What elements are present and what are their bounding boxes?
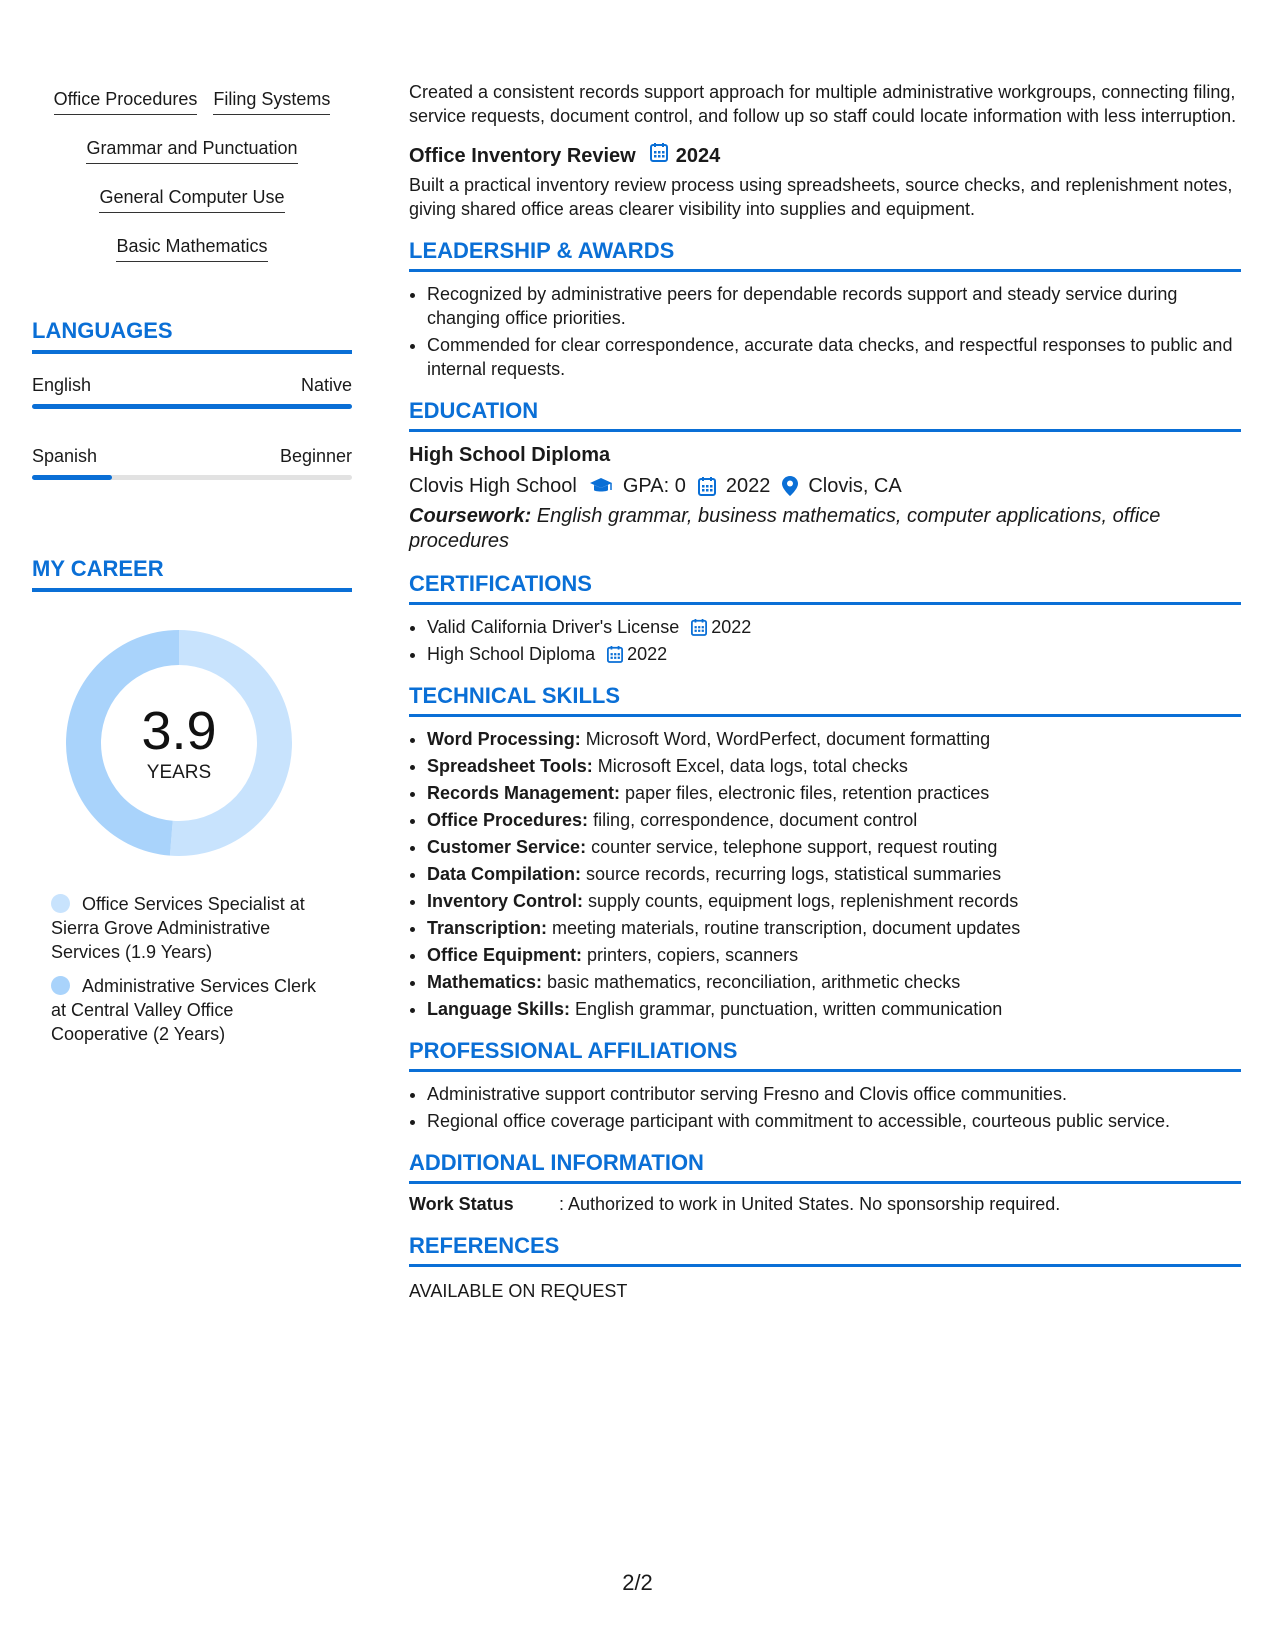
technical-skills-title: TECHNICAL SKILLS <box>409 682 1241 717</box>
affiliations-title: PROFESSIONAL AFFILIATIONS <box>409 1037 1241 1072</box>
list-item <box>427 835 1241 859</box>
info-value: : Authorized to work in United States. No sponsorship required. <box>559 1194 1061 1214</box>
list-item <box>427 916 1241 940</box>
career-unit: YEARS <box>146 762 212 783</box>
legend-dot <box>51 894 70 913</box>
coursework-text: English grammar, business mathematics, computer applications, office procedures <box>409 505 1161 552</box>
certification-year: 2022 <box>711 617 752 637</box>
references-text: AVAILABLE ON REQUEST <box>409 1281 628 1301</box>
list-item: • Regional office coverage participant with commitment to accessible, courteous public service. <box>427 1109 1241 1133</box>
skill-value: counter service, telephone support, request routing <box>586 837 998 857</box>
career-donut <box>66 630 292 856</box>
legend-label: Office Services Specialist at Sierra Grove Administrative Services (1.9 Years) <box>51 894 305 962</box>
skill-value: source records, recurring logs, statistical summaries <box>581 864 1002 884</box>
project-title: Office Inventory Review <box>409 144 636 167</box>
skill-label: Data Compilation: <box>427 864 582 884</box>
certifications-section <box>409 570 1241 666</box>
legend-label: Administrative Services Clerk at Central Valley Office Cooperative (2 Years) <box>51 976 317 1044</box>
additional-info-title: ADDITIONAL INFORMATION <box>409 1149 1241 1184</box>
skill-label: Office Equipment: <box>427 945 583 965</box>
skill-value: supply counts, equipment logs, replenishment records <box>583 891 1019 911</box>
skill-value: paper files, electronic files, retention practices <box>620 783 990 803</box>
skill-value: Microsoft Word, WordPerfect, document formatting <box>580 729 991 749</box>
skill-label: Office Procedures: <box>427 810 589 830</box>
language-row <box>32 374 352 409</box>
skill-tag: Filing Systems <box>213 88 330 115</box>
language-level: Native <box>300 375 352 395</box>
list-item <box>427 754 1241 778</box>
list-item <box>427 727 1241 751</box>
list-item <box>427 781 1241 805</box>
skill-label: Word Processing: <box>427 729 581 749</box>
skill-label: Language Skills: <box>427 999 571 1019</box>
additional-info-section <box>409 1149 1241 1216</box>
education-section <box>409 397 1241 554</box>
skill-tags <box>32 80 352 276</box>
skill-value: Microsoft Excel, data logs, total checks <box>592 756 908 776</box>
affiliations-section <box>409 1037 1241 1133</box>
technical-skills-section <box>409 682 1241 1021</box>
skill-tag: Grammar and Punctuation <box>86 137 297 164</box>
project-title-row <box>409 142 1241 169</box>
list-item: • Administrative support contributor serving Fresno and Clovis office communities. <box>427 1082 1241 1106</box>
language-bar <box>32 475 352 480</box>
language-bar <box>32 404 352 409</box>
education-school: Clovis High School <box>409 475 577 497</box>
left-column <box>32 80 352 1056</box>
project-intro: Created a consistent records support approach for multiple administrative workgroups, connecting filing, service requests, document control, and follow up so staff could locate information with less interruption. <box>409 82 1237 126</box>
legend-dot <box>51 976 70 995</box>
certifications-title: CERTIFICATIONS <box>409 570 1241 605</box>
references-section <box>409 1232 1241 1303</box>
language-row <box>32 445 352 480</box>
leadership-title: LEADERSHIP & AWARDS <box>409 237 1241 272</box>
career-title: MY CAREER <box>32 556 352 592</box>
education-location: Clovis, CA <box>808 475 902 497</box>
certification-year: 2022 <box>627 644 668 664</box>
skill-value: basic mathematics, reconciliation, arithmetic checks <box>542 972 961 992</box>
project-year: 2024 <box>675 144 721 167</box>
skill-label: Spreadsheet Tools: <box>427 756 593 776</box>
list-item: • Commended for clear correspondence, accurate data checks, and respectful responses to public and internal requests. <box>427 333 1241 381</box>
certification-name: • Valid California Driver's License <box>427 617 680 637</box>
skill-label: Transcription: <box>427 918 548 938</box>
skill-tag: Office Procedures <box>54 88 198 115</box>
info-row <box>409 1192 1241 1216</box>
certification-name: • High School Diploma <box>427 644 596 664</box>
skill-value: meeting materials, routine transcription, document updates <box>547 918 1021 938</box>
list-item <box>427 862 1241 886</box>
language-level: Beginner <box>279 446 352 466</box>
skill-label: Inventory Control: <box>427 891 583 911</box>
language-bar-fill <box>32 404 352 409</box>
calendar-icon <box>607 645 623 663</box>
references-title: REFERENCES <box>409 1232 1241 1267</box>
list-item <box>427 889 1241 913</box>
education-degree: High School Diploma <box>409 444 611 466</box>
skill-label: Customer Service: <box>427 837 587 857</box>
skill-tag: General Computer Use <box>99 186 284 213</box>
calendar-icon <box>698 476 716 496</box>
list-item <box>427 997 1241 1021</box>
skill-tag: Basic Mathematics <box>116 235 267 262</box>
list-item <box>427 808 1241 832</box>
right-column <box>409 80 1241 1303</box>
skill-value: printers, copiers, scanners <box>582 945 799 965</box>
education-gpa: GPA: 0 <box>622 475 686 497</box>
list-item <box>427 970 1241 994</box>
career-legend <box>32 892 322 1046</box>
education-details <box>409 472 1241 500</box>
legend-item <box>51 974 322 1046</box>
legend-item <box>51 892 322 964</box>
language-name: Spanish <box>32 446 98 466</box>
career-total: 3.9 <box>141 701 217 761</box>
skill-label: Mathematics: <box>427 972 543 992</box>
languages-section <box>32 318 352 480</box>
education-year: 2022 <box>725 475 771 497</box>
education-coursework <box>409 504 1241 554</box>
project-description: Built a practical inventory review process using spreadsheets, source checks, and replenishment notes, giving shared office areas clearer visibility into supplies and equipment. <box>409 175 1233 219</box>
list-item <box>427 943 1241 967</box>
skill-value: filing, correspondence, document control <box>588 810 918 830</box>
skill-label: Records Management: <box>427 783 621 803</box>
language-bar-fill <box>32 475 112 480</box>
list-item: • Recognized by administrative peers for dependable records support and steady service during changing office priorities. <box>427 282 1241 330</box>
info-label: Work Status <box>409 1194 514 1214</box>
coursework-label: Coursework: <box>409 505 532 527</box>
calendar-icon <box>691 618 707 636</box>
graduation-cap-icon <box>589 477 613 495</box>
certification-item <box>427 642 1241 666</box>
language-name: English <box>32 375 92 395</box>
page-number: 2/2 <box>622 1570 653 1595</box>
career-section <box>32 556 352 1046</box>
leadership-section <box>409 237 1241 381</box>
education-title: EDUCATION <box>409 397 1241 432</box>
location-pin-icon <box>782 476 798 496</box>
skill-value: English grammar, punctuation, written communication <box>570 999 1003 1019</box>
calendar-icon <box>650 142 668 169</box>
certification-item <box>427 615 1241 639</box>
languages-title: LANGUAGES <box>32 318 352 354</box>
